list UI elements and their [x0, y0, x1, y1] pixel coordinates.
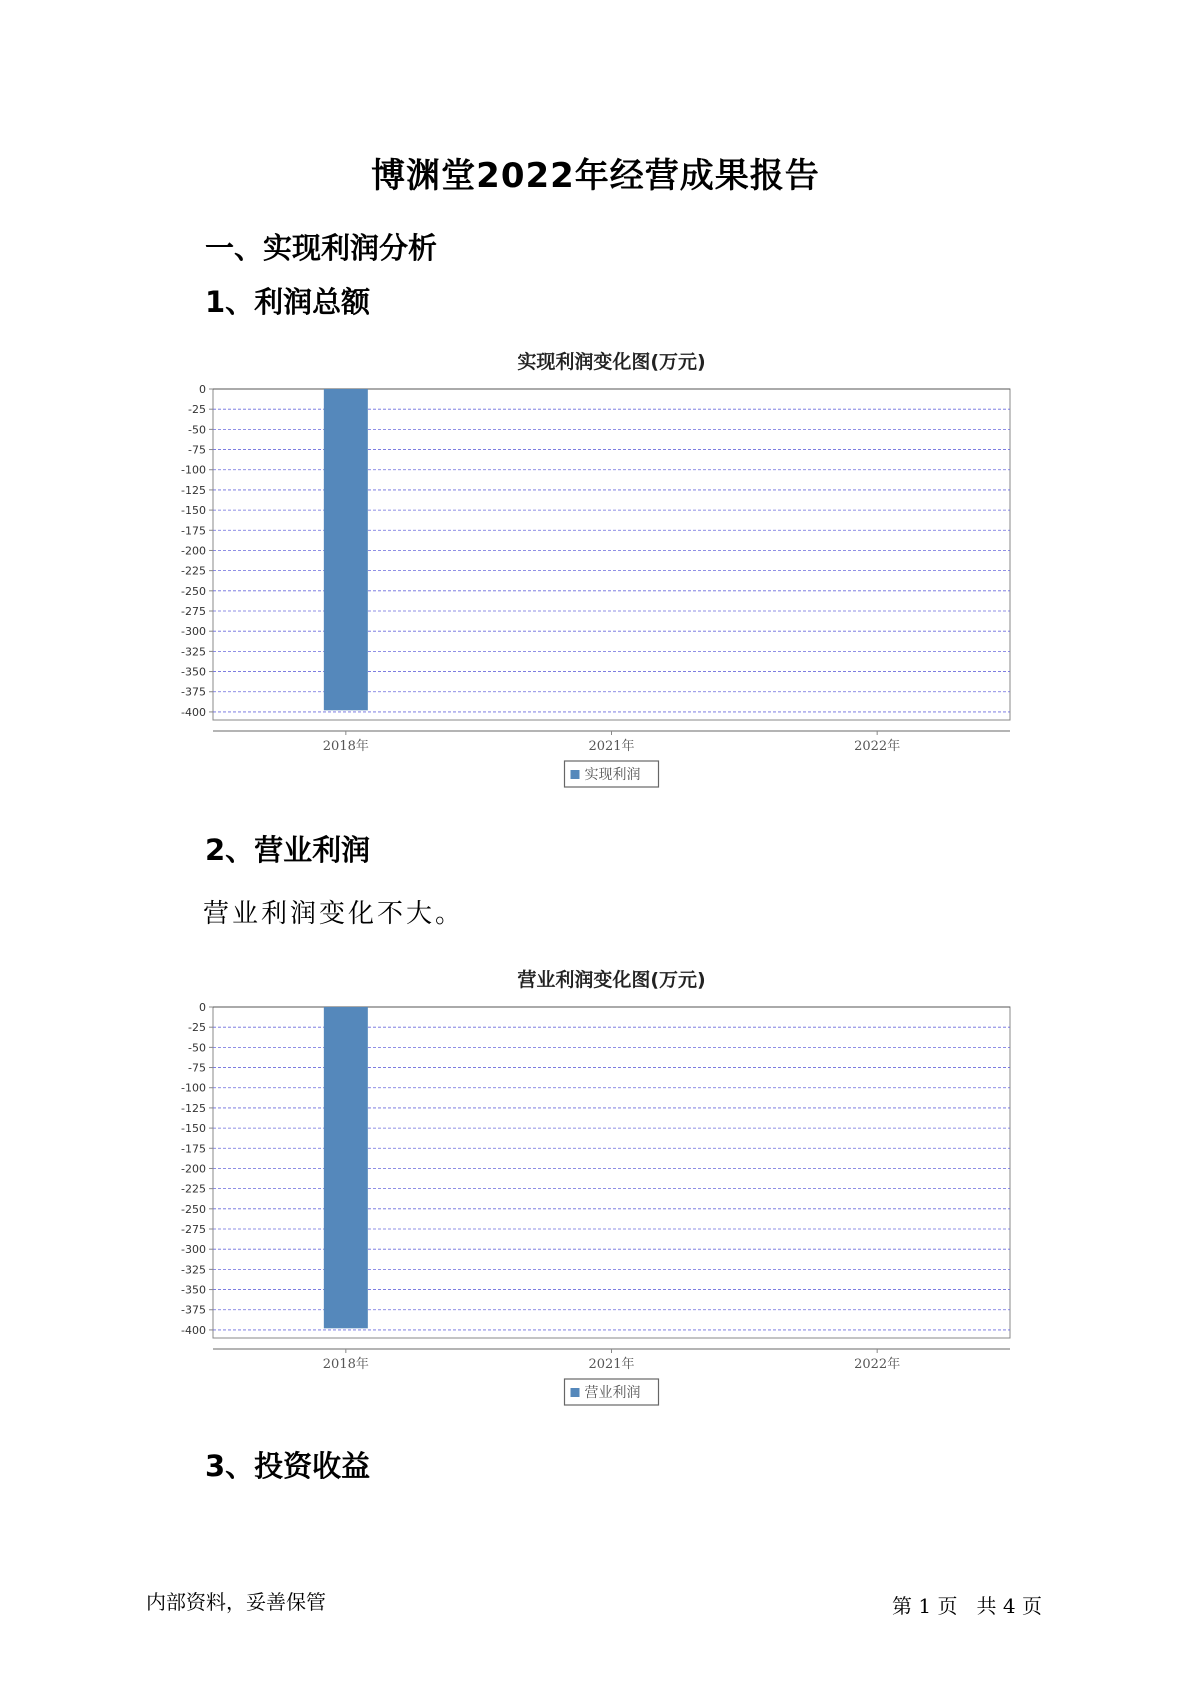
y-tick-label: -225	[181, 564, 206, 578]
y-tick-label: -325	[181, 1263, 206, 1277]
x-tick-label: 2022年	[854, 739, 901, 754]
legend-label: 营业利润	[584, 1385, 641, 1401]
y-tick-label: -25	[188, 403, 206, 417]
chart-title: 实现利润变化图(万元)	[517, 351, 706, 373]
footer-confidential-note: 内部资料，妥善保管	[146, 1590, 326, 1614]
y-tick-label: 0	[199, 1001, 206, 1014]
legend-label: 实现利润	[584, 767, 641, 783]
y-tick-label: -200	[181, 544, 206, 558]
y-tick-label: -375	[181, 685, 206, 699]
y-tick-label: -125	[181, 483, 206, 497]
y-tick-label: -400	[181, 1323, 206, 1337]
legend-swatch	[571, 770, 580, 779]
operating-profit-comment: 营业利润变化不大。	[203, 899, 465, 929]
y-tick-label: -375	[181, 1303, 206, 1317]
subheading-operating-profit: 2、营业利润	[205, 833, 371, 867]
bar	[324, 1007, 368, 1328]
x-tick-label: 2018年	[322, 1357, 369, 1372]
y-tick-label: -250	[181, 584, 206, 598]
y-tick-label: -100	[181, 463, 206, 477]
y-tick-label: -200	[181, 1162, 206, 1176]
y-tick-label: -50	[188, 1041, 206, 1055]
y-tick-label: -350	[181, 665, 206, 679]
y-tick-label: -275	[181, 605, 206, 619]
y-tick-label: -400	[181, 705, 206, 719]
y-tick-label: -100	[181, 1081, 206, 1095]
x-tick-label: 2021年	[588, 1357, 635, 1372]
operating-profit-chart	[170, 958, 1020, 1401]
y-tick-label: -150	[181, 1122, 206, 1136]
subheading-total-profit: 1、利润总额	[205, 285, 371, 319]
x-tick-label: 2018年	[322, 739, 369, 754]
y-tick-label: -50	[188, 423, 206, 437]
y-tick-label: -300	[181, 1243, 206, 1257]
y-tick-label: -325	[181, 645, 206, 659]
legend-swatch	[571, 1388, 580, 1397]
subheading-investment-income: 3、投资收益	[205, 1449, 371, 1483]
chart-svg	[170, 958, 1020, 1410]
y-tick-label: -125	[181, 1101, 206, 1115]
y-tick-label: -25	[188, 1021, 206, 1035]
y-tick-label: -250	[181, 1202, 206, 1216]
chart-svg	[170, 340, 1020, 792]
page-title: 博渊堂2022年经营成果报告	[371, 156, 820, 196]
y-tick-label: -175	[181, 1142, 206, 1156]
y-tick-label: -300	[181, 625, 206, 639]
y-tick-label: -75	[188, 1061, 206, 1075]
y-tick-label: 0	[199, 383, 206, 396]
y-tick-label: -150	[181, 504, 206, 518]
footer-page-number: 第 1 页 共 4 页	[892, 1594, 1042, 1618]
realized-profit-chart	[170, 340, 1020, 783]
x-tick-label: 2022年	[854, 1357, 901, 1372]
chart-title: 营业利润变化图(万元)	[517, 969, 706, 991]
y-tick-label: -225	[181, 1182, 206, 1196]
y-tick-label: -350	[181, 1283, 206, 1297]
y-tick-label: -175	[181, 524, 206, 538]
x-tick-label: 2021年	[588, 739, 635, 754]
y-tick-label: -275	[181, 1223, 206, 1237]
section-heading-profit-analysis: 一、实现利润分析	[205, 231, 438, 265]
y-tick-label: -75	[188, 443, 206, 457]
bar	[324, 389, 368, 710]
